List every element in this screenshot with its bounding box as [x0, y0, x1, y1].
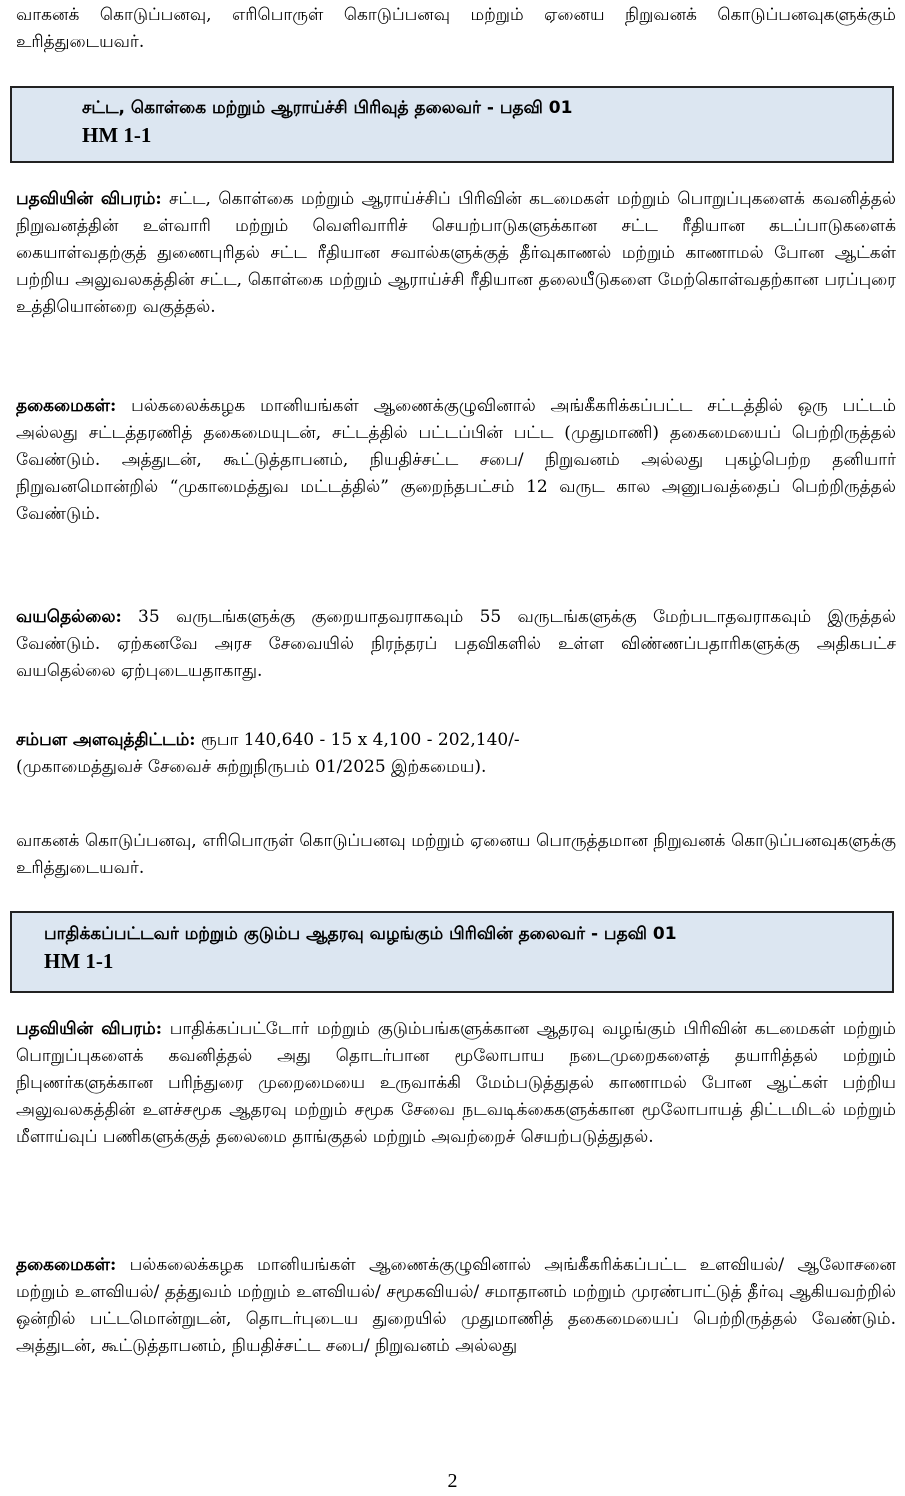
duties-paragraph: [16, 186, 896, 321]
section-title: சட்ட, கொள்கை மற்றும் ஆராய்ச்சி பிரிவுத் தலைவர் - பதவி 01: [82, 98, 573, 118]
section-header-legal-policy: [10, 86, 894, 163]
qualifications-paragraph: [16, 393, 896, 528]
grade-code: HM 1-1: [44, 949, 114, 973]
salary-note: (முகாமைத்துவச் சேவைச் சுற்றுநிருபம் 01/2025 இற்கமைய).: [16, 757, 487, 777]
duties-text: சட்ட, கொள்கை மற்றும் ஆராய்ச்சிப் பிரிவின் கடமைகள் மற்றும் பொறுப்புகளைக் கவனித்தல் நிறுவனத்தின் உள்வாரி மற்றும் வெளிவாரிச் செயற்பாடுகளுக்கான சட்ட ரீதியான கடப்பாடுகளைக் கையாள்வதற்குத் துணைபுரிதல் சட்ட ரீதியான சவால்களுக்குத் தீர்வுகாணல் மற்றும் காணாமல் போன ஆட்கள் பற்றிய அலுவலகத்தின் சட்ட, கொள்கை மற்றும் ஆராய்ச்சி ரீதியான தலையீடுகளை மேற்கொள்வதற்கான பரப்புரை உத்தியொன்றை வகுத்தல்.: [16, 189, 896, 317]
qualifications-text: பல்கலைக்கழக மானியங்கள் ஆணைக்குழுவினால் அங்கீகரிக்கப்பட்ட உளவியல்/ ஆலோசனை மற்றும் உளவியல்/ தத்துவம் மற்றும் உளவியல்/ சமூகவியல்/ சமாதானம் மற்றும் முரண்பாட்டுத் தீர்வு ஆகியவற்றில் ஒன்றில் பட்டமொன்றுடன், தொடர்புடைய துறையில் முதுமாணித் தகைமையைப் பெற்றிருத்தல் வேண்டும். அத்துடன், கூட்டுத்தாபனம், நியதிச்சட்ட சபை/ நிறுவனம் அல்லது: [16, 1255, 896, 1356]
section-header-victim-family-support: [10, 911, 894, 993]
age-limit-paragraph: [16, 604, 896, 685]
salary-paragraph: [16, 727, 896, 781]
section-title: பாதிக்கப்பட்டவர் மற்றும் குடும்ப ஆதரவு வழங்கும் பிரிவின் தலைவர் - பதவி 01: [44, 924, 677, 944]
duties-paragraph-2: [16, 1016, 896, 1151]
qualifications-label: தகைமைகள்:: [16, 396, 117, 416]
grade-code: HM 1-1: [82, 123, 152, 147]
allowance-paragraph-top: வாகனக் கொடுப்பனவு, எரிபொருள் கொடுப்பனவு மற்றும் ஏனைய நிறுவனக் கொடுப்பனவுகளுக்கும் உரித்துடையவர்.: [16, 5, 896, 52]
duties-label: பதவியின் விபரம்:: [16, 189, 162, 209]
duties-label: பதவியின் விபரம்:: [16, 1019, 162, 1039]
qualifications-label: தகைமைகள்:: [16, 1255, 117, 1275]
salary-text: ரூபா 140,640 - 15 x 4,100 - 202,140/-: [195, 730, 520, 750]
qualifications-text: பல்கலைக்கழக மானியங்கள் ஆணைக்குழுவினால் அங்கீகரிக்கப்பட்ட சட்டத்தில் ஒரு பட்டம் அல்லது சட்டத்தரணித் தகைமையுடன், சட்டத்தில் பட்டப்பின் பட்ட (முதுமாணி) தகைமையைப் பெற்றிருத்தல் வேண்டும். அத்துடன், கூட்டுத்தாபனம், நியதிச்சட்ட சபை/ நிறுவனம் அல்லது புகழ்பெற்ற தனியார் நிறுவனமொன்றில் “முகாமைத்துவ மட்டத்தில்” குறைந்தபட்சம் 12 வருட கால அனுபவத்தைப் பெற்றிருத்தல் வேண்டும்.: [16, 396, 896, 524]
qualifications-paragraph-2: [16, 1252, 896, 1360]
age-limit-text: 35 வருடங்களுக்கு குறையாதவராகவும் 55 வருடங்களுக்கு மேற்படாதவராகவும் இருத்தல் வேண்டும். ஏற்கனவே அரச சேவையில் நிரந்தரப் பதவிகளில் உள்ள விண்ணப்பதாரிகளுக்கு அதிகபட்ச வயதெல்லை ஏற்புடையதாகாது.: [16, 607, 896, 681]
allowance-paragraph: வாகனக் கொடுப்பனவு, எரிபொருள் கொடுப்பனவு மற்றும் ஏனைய பொருத்தமான நிறுவனக் கொடுப்பனவுகளுக்கு உரித்துடையவர்.: [16, 831, 896, 878]
duties-text: பாதிக்கப்பட்டோர் மற்றும் குடும்பங்களுக்கான ஆதரவு வழங்கும் பிரிவின் கடமைகள் மற்றும் பொறுப்புகளைக் கவனித்தல் அது தொடர்பான மூலோபாய நடைமுறைகளைத் தயாரித்தல் மற்றும் நிபுணர்களுக்கான பரிந்துரை முறைமையை உருவாக்கி மேம்படுத்துதல் காணாமல் போன ஆட்கள் பற்றிய அலுவலகத்தின் உளச்சமூக ஆதரவு மற்றும் சமூக சேவை நடவடிக்கைகளுக்கான மூலோபாயத் திட்டமிடல் மற்றும் மீளாய்வுப் பணிகளுக்குத் தலைமை தாங்குதல் மற்றும் அவற்றைச் செயற்படுத்துதல்.: [16, 1019, 896, 1147]
salary-label: சம்பள அளவுத்திட்டம்:: [16, 730, 196, 750]
page-number: 2: [447, 1470, 458, 1492]
age-limit-label: வயதெல்லை:: [16, 607, 122, 627]
